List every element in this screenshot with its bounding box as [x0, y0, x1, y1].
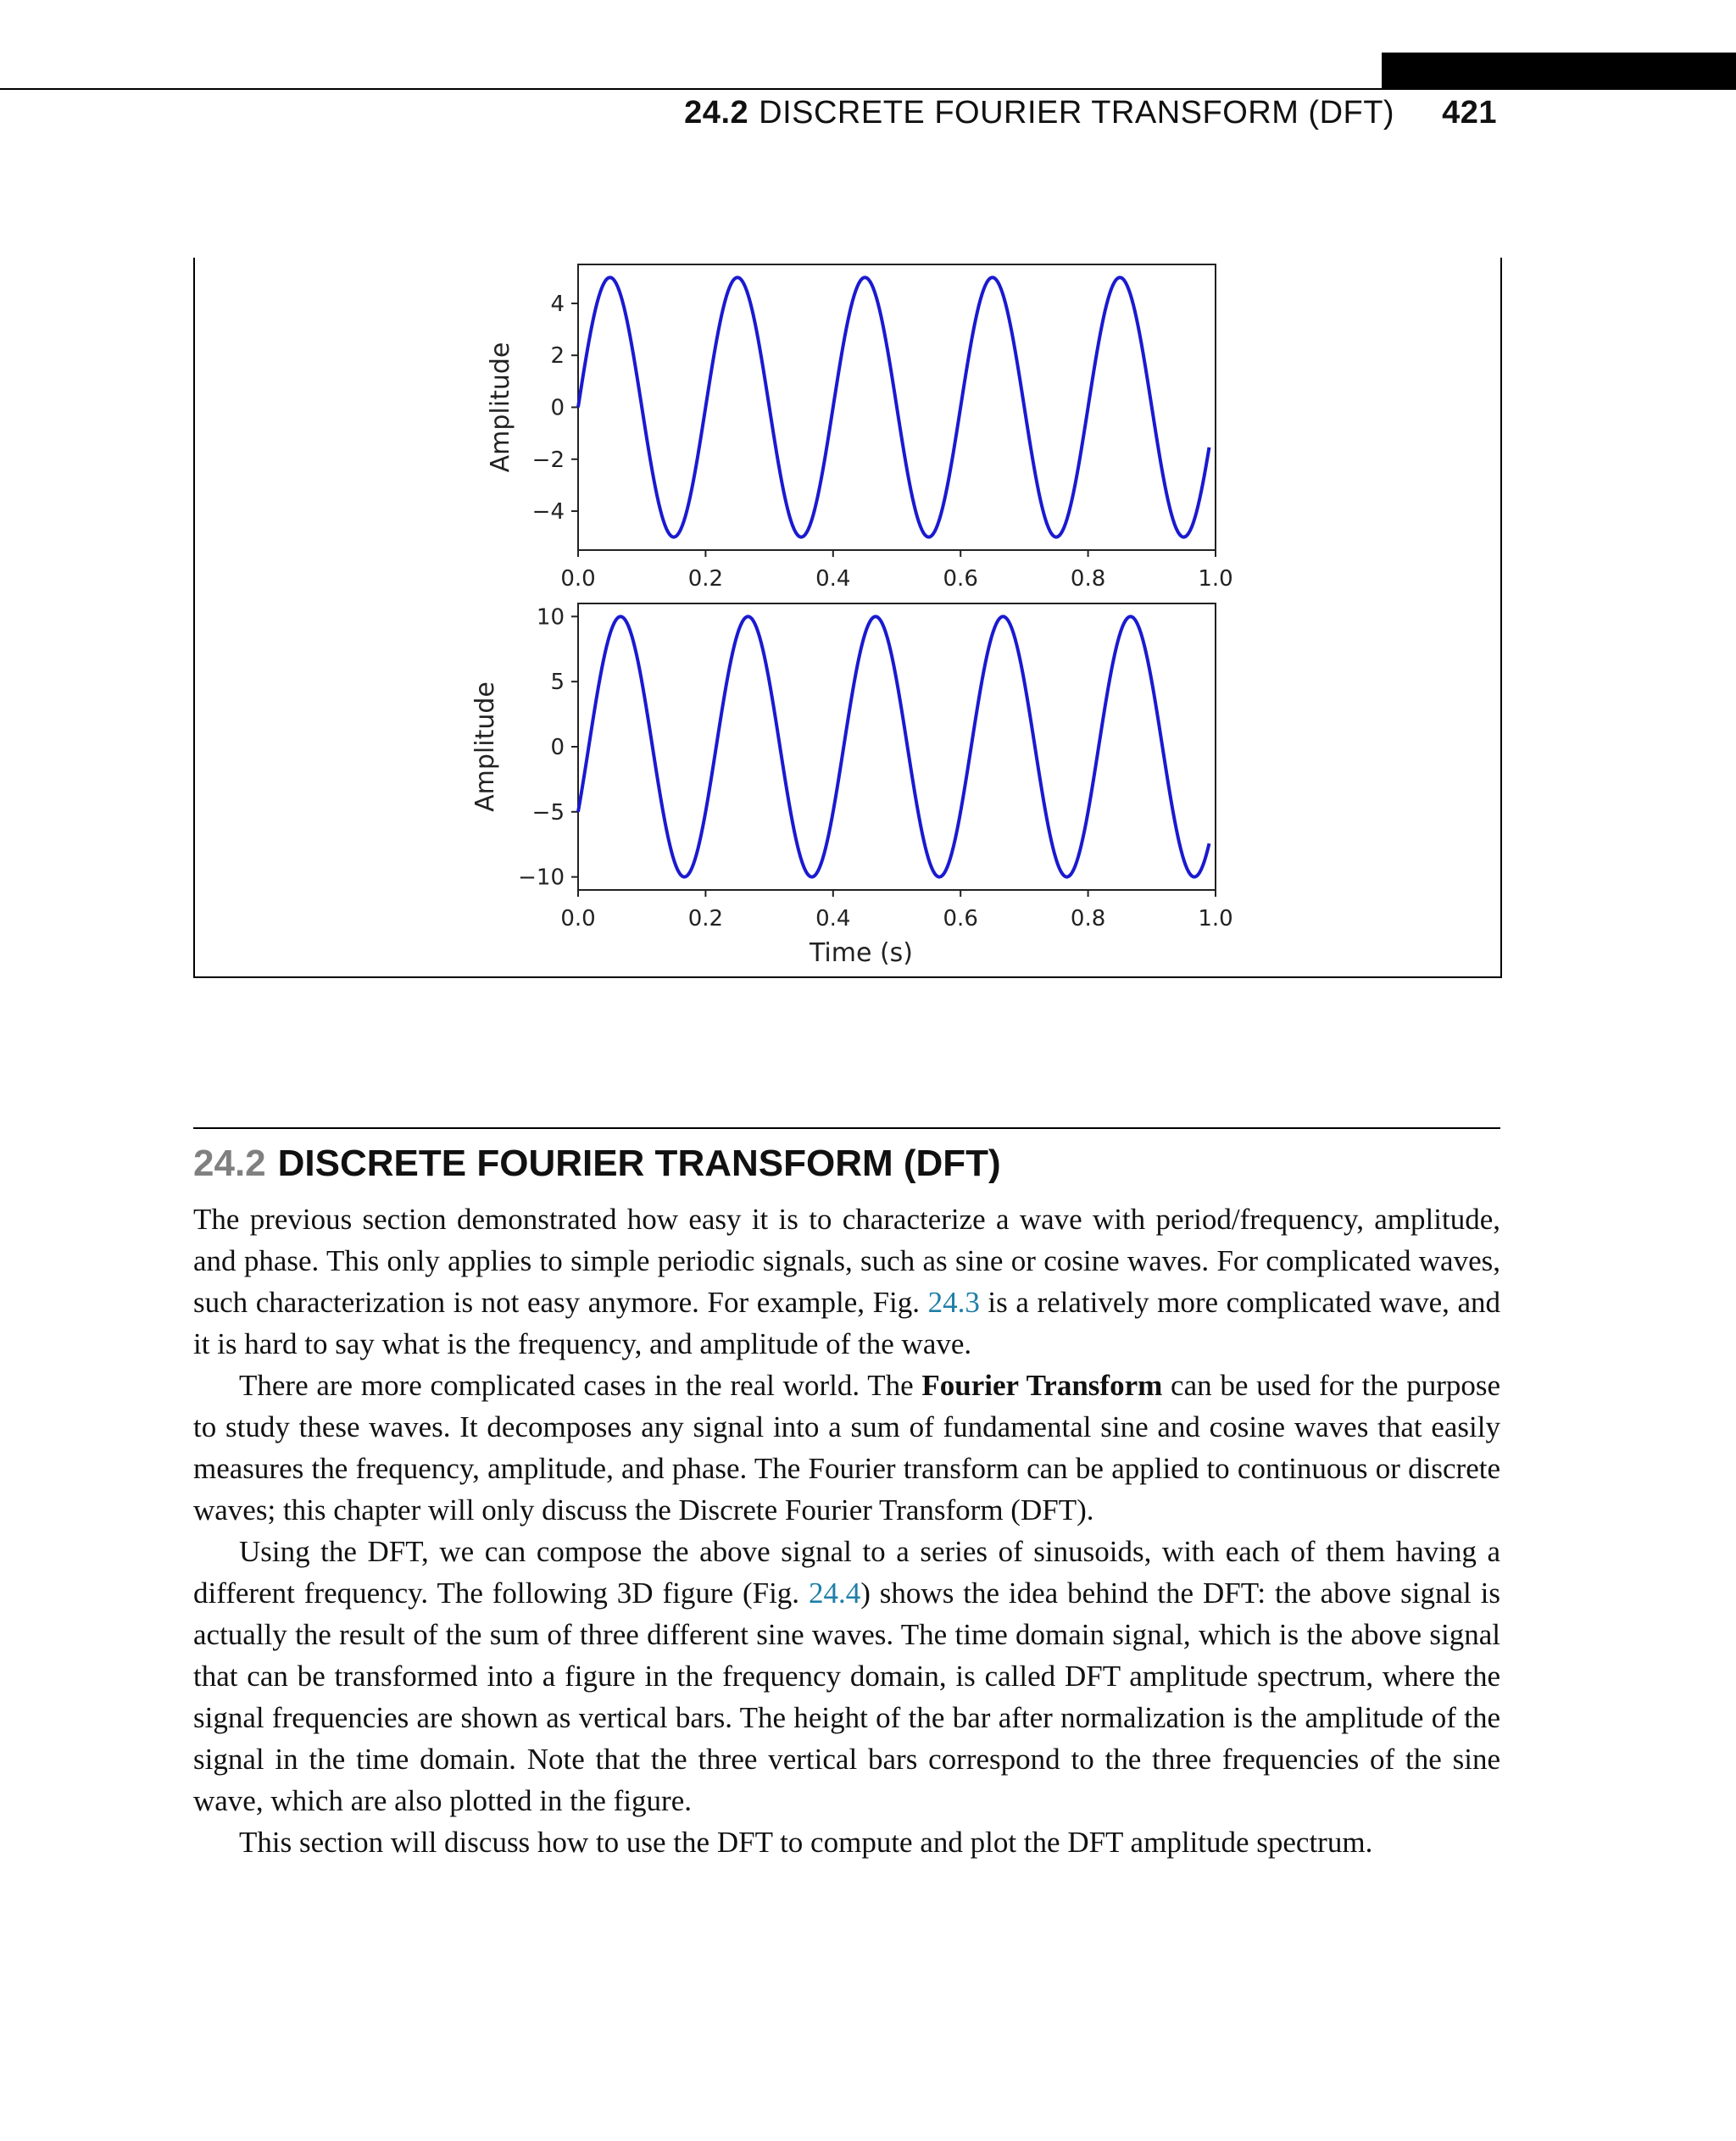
plot-1-series-line: [578, 277, 1209, 537]
plot-1-ytick-label: 2: [550, 343, 565, 370]
figure-link-24-3[interactable]: 24.3: [927, 1286, 980, 1319]
running-head: [684, 95, 1497, 131]
figure-frame: [193, 258, 1502, 978]
plot-2-xtick-label: 0.6: [943, 906, 978, 931]
plot-1-xtick-label: 1.0: [1198, 566, 1233, 592]
paragraph-1-text-a: The previous section demonstrated how easy it is to characterize a wave with period/frequency, amplitude, and phase. This only applies to simple periodic signals, such as sine or cosine waves. For complicated waves, such characterization is not easy anymore. For example, Fig.: [193, 1203, 1500, 1319]
paragraph-3-text-a: Using the DFT, we can compose the above signal to a series of sinusoids, with each of them having a different frequency. The following 3D figure (Fig.: [193, 1535, 1500, 1610]
plot-1-xtick-label: 0.2: [687, 566, 724, 592]
paragraph-3-text-b: ) shows the idea behind the DFT: the above signal is actually the result of the sum of three different sine waves. The time domain signal, which is the above signal that can be transformed into a figure in the frequency domain, is called DFT amplitude spectrum, where the signal frequencies are shown as vertical bars. The height of the bar after normalization is the amplitude of the signal in the time domain. Note that the three vertical bars correspond to the three frequencies of the sine wave, which are also plotted in the figure.: [193, 1577, 1500, 1817]
header-rule: [0, 88, 1736, 90]
plot-2-ytick-label: −5: [531, 799, 565, 826]
body-text: [193, 1198, 1500, 1863]
paragraph-2-text-b: can be used for the purpose to study these waves. It decomposes any signal into a sum of fundamental sine and cosine waves that easily measures the frequency, amplitude, and phase. The Fourier transform can be applied to continuous or discrete waves; this chapter will only discuss the Discrete Fourier Transform (DFT).: [193, 1369, 1501, 1527]
plot-2-series-line: [578, 616, 1209, 876]
term-fourier-transform: Fourier Transform: [921, 1369, 1163, 1402]
section-title: DISCRETE FOURIER TRANSFORM (DFT): [277, 1143, 1001, 1184]
figure-24-3-chart: [195, 258, 1500, 975]
paragraph-2: [193, 1365, 1500, 1531]
paragraph-2-text-a: There are more complicated cases in the real world. The: [239, 1369, 922, 1402]
plot-2-frame: [578, 603, 1216, 890]
plot-1-xtick-label: 0.6: [943, 566, 978, 592]
running-head-title: DISCRETE FOURIER TRANSFORM (DFT): [759, 95, 1395, 131]
running-head-section-number: 24.2: [684, 95, 749, 131]
plot-2-xtick-label: 0.4: [815, 906, 851, 931]
paragraph-1-text-b: is a relatively more complicated wave, and it is hard to say what is the frequency, and amplitude of the wave.: [193, 1286, 1500, 1360]
plot-1-xtick-label: 0.0: [560, 566, 596, 592]
plot-2-ytick-label: 5: [550, 670, 565, 696]
plot-1-ytick-label: −4: [531, 499, 565, 526]
section-number: 24.2: [193, 1143, 266, 1184]
figure-link-24-4[interactable]: 24.4: [808, 1577, 861, 1610]
header-tab-bar: [1382, 53, 1736, 90]
paragraph-1: [193, 1198, 1500, 1365]
section-heading: [193, 1143, 1001, 1185]
plot-1-ytick-label: −2: [531, 447, 565, 473]
plot-2-ytick-label: 10: [536, 604, 565, 631]
paragraph-3: [193, 1531, 1500, 1821]
plot-2-xtick-label: 0.0: [560, 906, 596, 931]
plot-2-ytick-label: 0: [550, 735, 565, 760]
plot-1-xtick-label: 0.4: [815, 566, 851, 592]
plot-1-ylabel: Amplitude: [486, 342, 515, 473]
page-number: 421: [1442, 95, 1497, 131]
plot-1-xtick-label: 0.8: [1070, 566, 1106, 592]
plot-1-ytick-label: 0: [550, 395, 565, 421]
section-rule: [193, 1127, 1500, 1129]
plot-1-ytick-label: 4: [550, 291, 565, 317]
plot-2-ylabel: Amplitude: [470, 681, 500, 812]
plot-2-ytick-label: −10: [518, 865, 565, 891]
plot-2-xtick-label: 0.8: [1070, 906, 1106, 931]
plot-2-xtick-label: 1.0: [1198, 906, 1233, 931]
plot-2-xlabel: Time (s): [810, 938, 913, 968]
paragraph-4: This section will discuss how to use the DFT to compute and plot the DFT amplitude spectrum.: [239, 1826, 1373, 1859]
plot-2-xtick-label: 0.2: [687, 906, 724, 931]
